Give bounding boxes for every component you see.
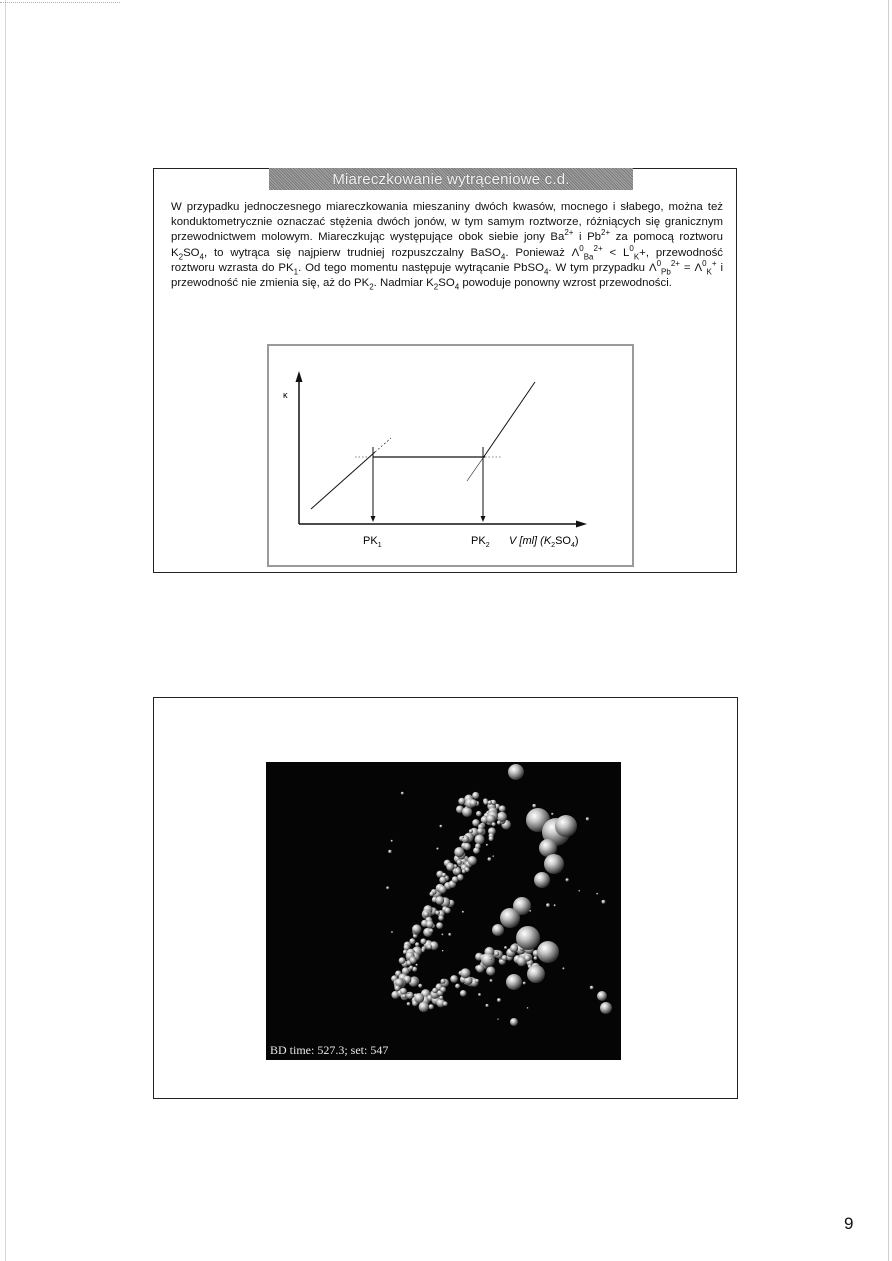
- particle-sphere: [418, 984, 422, 988]
- particle-sphere: [473, 847, 480, 854]
- particle-sphere: [410, 957, 417, 964]
- particle-sphere: [490, 979, 493, 982]
- paragraph-segment: 2+: [601, 228, 611, 238]
- particle-sphere: [534, 956, 538, 960]
- particle-sphere: [497, 812, 507, 822]
- particle-sphere: [500, 908, 520, 928]
- particle-sphere: [443, 1001, 448, 1006]
- particle-sphere: [462, 911, 464, 913]
- simulation-image: [266, 762, 621, 1060]
- slide-paragraph: [171, 200, 723, 291]
- paragraph-segment: 0: [702, 259, 707, 269]
- particle-sphere: [469, 829, 473, 833]
- particle-sphere: [497, 1018, 499, 1020]
- particle-sphere: [600, 1002, 612, 1014]
- x-axis-label: V [ml] $(K_2SO_4)$: [509, 535, 579, 549]
- particle-sphere: [450, 975, 458, 983]
- pk1-label: $PK_1$: [363, 535, 382, 549]
- particle-sphere: [442, 934, 444, 936]
- particle-sphere: [492, 924, 504, 936]
- particle-sphere: [460, 968, 470, 978]
- paragraph-segment: SO: [438, 277, 455, 290]
- particle-sphere: [489, 836, 494, 841]
- particle-sphere: [562, 967, 564, 969]
- particle-sphere: [516, 926, 540, 950]
- particle-sphere: [468, 856, 477, 865]
- particle-sphere: [391, 931, 393, 933]
- particle-sphere: [476, 965, 484, 973]
- chart-svg: [269, 346, 632, 565]
- slide-brownian-dynamics: [153, 697, 738, 1099]
- particle-sphere: [440, 825, 443, 828]
- particle-sphere: [478, 993, 481, 996]
- particle-sphere: [470, 799, 478, 807]
- particle-sphere: [435, 911, 440, 916]
- particle-sphere: [388, 850, 392, 854]
- particle-sphere: [436, 922, 443, 929]
- particle-sphere: [442, 950, 444, 952]
- particle-sphere: [486, 815, 495, 824]
- paragraph-segment: i przewodność nie zmienia się, aż do PK: [171, 261, 724, 290]
- particle-sphere: [510, 944, 518, 952]
- particle-sphere: [475, 835, 485, 845]
- particle-sphere: [586, 817, 589, 820]
- paragraph-segment: = Λ: [679, 261, 703, 274]
- particle-sphere: [446, 863, 454, 871]
- particle-sphere: [502, 955, 508, 961]
- paragraph-segment: 4: [543, 267, 549, 277]
- particle-sphere: [448, 933, 451, 936]
- particle-sphere: [499, 805, 506, 812]
- particle-sphere: [426, 920, 434, 928]
- particle-sphere: [452, 876, 459, 883]
- pk2-marker-arrow: [481, 516, 486, 522]
- particle-sphere: [492, 855, 494, 857]
- particle-sphere: [488, 857, 492, 861]
- paragraph-segment: , to wytrąca się najpierw trudniej rozpuszczalny BaSO: [203, 246, 501, 259]
- particle-sphere: [488, 800, 492, 804]
- particle-sphere: [407, 1002, 411, 1006]
- particle-sphere: [420, 938, 426, 944]
- particle-sphere: [429, 892, 434, 897]
- slide-title-bar: [269, 168, 633, 190]
- paragraph-segment: Ba: [583, 251, 594, 261]
- particle-sphere: [416, 964, 418, 966]
- particle-sphere: [497, 821, 501, 825]
- particle-sphere: [494, 951, 499, 956]
- particle-sphere: [409, 966, 413, 970]
- particle-sphere: [508, 764, 524, 780]
- paragraph-segment: 1: [293, 267, 299, 277]
- particle-sphere: [439, 877, 446, 884]
- page-number: 9: [844, 1214, 854, 1233]
- particle-sphere: [439, 996, 443, 1000]
- particle-sphere: [407, 992, 409, 994]
- particle-sphere: [597, 991, 607, 1001]
- particle-sphere: [506, 974, 522, 990]
- slide-title: Miareczkowanie wytrąceniowe c.d.: [332, 170, 570, 188]
- particle-sphere: [554, 904, 556, 906]
- paragraph-segment: 2+: [564, 228, 574, 238]
- particle-sphere: [436, 896, 445, 905]
- paragraph-segment: 0: [656, 259, 662, 269]
- paragraph-segment: 2+: [670, 259, 680, 269]
- particle-sphere: [436, 848, 438, 850]
- scan-top-mark: [0, 2, 120, 4]
- particle-sphere: [464, 843, 471, 850]
- paragraph-segment: 4: [500, 251, 506, 261]
- particle-sphere: [472, 792, 479, 799]
- particle-sphere: [566, 878, 569, 881]
- particle-sphere: [532, 804, 536, 808]
- x-axis-arrow: [576, 521, 587, 528]
- particle-sphere: [602, 900, 606, 904]
- paragraph-segment: K: [633, 251, 640, 261]
- paragraph-segment: . W tym przypadku Λ: [548, 261, 657, 274]
- particle-sphere: [527, 965, 545, 983]
- simulation-caption: BD time: 527.3; set: 547: [270, 1043, 389, 1057]
- paragraph-segment: 0: [629, 243, 634, 253]
- scan-edge-left: [5, 0, 6, 1261]
- particle-sphere: [486, 844, 488, 846]
- particle-sphere: [412, 924, 421, 933]
- particle-sphere: [455, 868, 461, 874]
- paragraph-segment: 2+: [593, 243, 603, 253]
- particle-sphere: [490, 958, 492, 960]
- particle-sphere: [442, 873, 446, 877]
- particle-sphere: [415, 942, 419, 946]
- paragraph-segment: 0: [579, 243, 584, 253]
- particle-sphere: [486, 1004, 489, 1007]
- paragraph-segment: . Nadmiar K: [373, 277, 434, 290]
- paragraph-segment: W przypadku jednoczesnego miareczkowania mieszaniny dwóch kwasów, mocnego i słabego, można też konduktometrycznie oznaczać stężenia dwóch jonów, w tym samym roztworze, różniących się granicznym przewodnictwem molowym. Miareczkując występujące obok siebie jony Ba: [171, 201, 723, 244]
- particle-sphere: [460, 990, 467, 997]
- particle-sphere: [544, 854, 564, 874]
- particle-sphere: [414, 993, 424, 1003]
- particle-sphere: [551, 813, 553, 815]
- paragraph-segment: Pb: [661, 267, 671, 277]
- particle-sphere: [455, 984, 460, 989]
- particle-sphere: [402, 994, 406, 998]
- particle-sphere: [529, 910, 531, 912]
- y-axis-arrow: [296, 371, 303, 382]
- particle-sphere: [399, 957, 406, 964]
- slide-precipitation-titration: [153, 168, 737, 573]
- particle-sphere: [510, 1018, 518, 1026]
- paragraph-segment: 4: [199, 251, 204, 261]
- particle-sphere: [527, 1007, 529, 1009]
- curve-final-rise-extension: [467, 458, 483, 481]
- particle-sphere: [504, 946, 507, 949]
- paragraph-segment: 2: [369, 282, 374, 292]
- particle-sphere: [578, 890, 580, 892]
- curve-rise-extension: [375, 438, 391, 452]
- particle-sphere: [534, 872, 550, 888]
- particle-sphere: [438, 915, 444, 921]
- particle-sphere: [462, 836, 464, 838]
- paragraph-segment: . Od tego momentu następuje wytrącanie PbSO: [298, 261, 544, 274]
- particle-sphere: [596, 893, 598, 895]
- particle-sphere: [429, 928, 434, 933]
- particle-sphere: [546, 903, 550, 907]
- particle-sphere: [423, 911, 429, 917]
- particle-sphere: [386, 886, 389, 889]
- particle-sphere: [477, 828, 484, 835]
- particle-sphere: [391, 840, 393, 842]
- paragraph-segment: K: [706, 267, 712, 277]
- particle-sphere: [441, 979, 446, 984]
- pk2-label: $PK_2$: [471, 535, 490, 549]
- particle-sphere: [476, 811, 482, 817]
- pk1-marker-arrow: [371, 516, 376, 522]
- particle-sphere: [457, 860, 462, 865]
- paragraph-segment: SO: [183, 246, 200, 259]
- paragraph-segment: . Ponieważ Λ: [505, 246, 580, 259]
- paragraph-segment: 2: [178, 251, 184, 261]
- particle-sphere: [462, 869, 466, 873]
- particle-cluster-image: [266, 762, 621, 1060]
- sphere-group: [386, 764, 612, 1026]
- conductometric-chart: [267, 344, 634, 567]
- particle-sphere: [400, 988, 407, 995]
- y-axis-label: κ: [283, 390, 288, 400]
- paragraph-segment: +: [711, 259, 717, 269]
- particle-sphere: [401, 792, 404, 795]
- particle-sphere: [440, 987, 446, 993]
- paragraph-segment: 2: [433, 282, 439, 292]
- paragraph-segment: za pomocą roztworu K: [171, 231, 723, 259]
- particle-sphere: [537, 941, 559, 963]
- particle-sphere: [524, 955, 531, 962]
- particle-sphere: [555, 815, 577, 837]
- particle-sphere: [475, 979, 479, 983]
- particle-sphere: [481, 953, 495, 967]
- particle-sphere: [590, 986, 594, 990]
- particle-sphere: [454, 847, 464, 857]
- particle-sphere: [492, 822, 496, 826]
- particle-sphere: [427, 944, 432, 949]
- curve-rise-segment: [311, 452, 375, 509]
- curve-final-rise-segment: [483, 382, 535, 458]
- paragraph-segment: 4: [454, 282, 460, 292]
- paragraph-segment: +, przewodność roztworu wzrasta do PK: [171, 246, 723, 274]
- paragraph-segment: < L: [602, 246, 630, 259]
- particle-sphere: [419, 1002, 429, 1012]
- paragraph-segment: powoduje ponowny wzrost przewodności.: [459, 277, 672, 290]
- particle-sphere: [429, 1004, 434, 1009]
- particle-sphere: [445, 907, 451, 913]
- particle-sphere: [395, 985, 401, 991]
- particle-sphere: [439, 886, 447, 894]
- scan-edge-right: [888, 0, 889, 1261]
- paragraph-segment: i Pb: [573, 231, 602, 244]
- particle-sphere: [497, 998, 501, 1002]
- particle-sphere: [523, 982, 526, 985]
